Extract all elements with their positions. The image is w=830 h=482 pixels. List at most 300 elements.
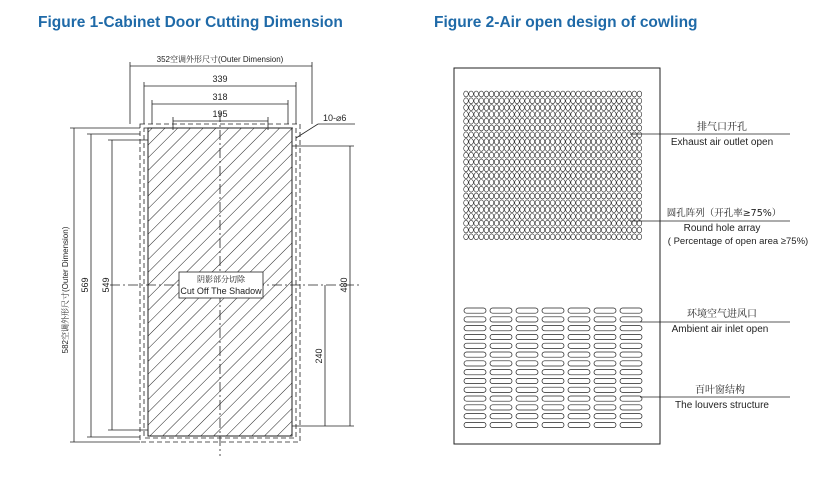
round-hole — [479, 118, 484, 124]
round-hole — [581, 214, 586, 220]
round-hole — [474, 139, 479, 145]
round-hole — [479, 159, 484, 165]
round-hole — [530, 214, 535, 220]
round-hole — [566, 220, 571, 226]
louver-slot — [620, 378, 642, 383]
round-hole — [586, 159, 591, 165]
round-hole — [637, 159, 642, 165]
round-hole — [469, 91, 474, 97]
dim-outer-height: 582空调外形尺寸(Outer Dimension) — [61, 226, 70, 354]
round-hole — [561, 159, 566, 165]
round-hole — [510, 98, 515, 104]
round-hole — [586, 227, 591, 233]
round-hole — [637, 173, 642, 179]
round-hole — [627, 186, 632, 192]
round-hole — [556, 112, 561, 118]
round-hole — [464, 180, 469, 186]
round-hole — [499, 234, 504, 240]
round-hole — [535, 214, 540, 220]
round-hole — [586, 146, 591, 152]
round-hole — [591, 200, 596, 206]
round-hole — [494, 180, 499, 186]
round-hole — [484, 227, 489, 233]
round-hole — [632, 132, 637, 138]
round-hole — [469, 146, 474, 152]
round-hole — [550, 234, 555, 240]
round-hole — [601, 207, 606, 213]
round-hole — [601, 152, 606, 158]
round-hole — [596, 173, 601, 179]
round-hole — [586, 152, 591, 158]
dim-195: 195 — [212, 109, 228, 119]
round-hole — [520, 132, 525, 138]
round-hole — [586, 200, 591, 206]
round-hole — [632, 207, 637, 213]
round-hole — [530, 118, 535, 124]
round-hole — [586, 186, 591, 192]
round-hole — [571, 193, 576, 199]
round-hole — [520, 91, 525, 97]
round-hole — [489, 152, 494, 158]
round-hole — [515, 139, 520, 145]
round-hole — [607, 139, 612, 145]
round-hole — [540, 132, 545, 138]
round-hole — [540, 98, 545, 104]
round-hole — [499, 166, 504, 172]
round-hole — [612, 146, 617, 152]
round-hole — [581, 152, 586, 158]
round-hole — [489, 125, 494, 131]
round-hole — [607, 200, 612, 206]
round-hole — [622, 132, 627, 138]
round-hole — [571, 118, 576, 124]
round-hole — [576, 234, 581, 240]
round-hole — [505, 186, 510, 192]
round-hole — [545, 207, 550, 213]
round-hole — [510, 152, 515, 158]
round-hole — [510, 234, 515, 240]
round-hole — [484, 159, 489, 165]
round-hole — [576, 152, 581, 158]
round-hole — [612, 112, 617, 118]
round-hole — [499, 125, 504, 131]
round-hole — [581, 207, 586, 213]
round-label-en2: ( Percentage of open area ≥75%) — [667, 236, 809, 247]
round-hole — [469, 173, 474, 179]
exhaust-label-en: Exhaust air outlet open — [670, 137, 774, 148]
round-hole — [586, 112, 591, 118]
round-hole — [550, 200, 555, 206]
louver-slot — [620, 361, 642, 366]
round-hole — [561, 105, 566, 111]
round-hole — [607, 180, 612, 186]
round-hole — [586, 166, 591, 172]
round-hole — [591, 146, 596, 152]
round-hole — [581, 180, 586, 186]
round-hole — [545, 227, 550, 233]
round-hole — [484, 105, 489, 111]
round-hole — [469, 112, 474, 118]
round-hole — [489, 146, 494, 152]
round-hole — [464, 118, 469, 124]
round-hole — [561, 207, 566, 213]
round-hole — [505, 220, 510, 226]
louver-slot — [490, 378, 512, 383]
round-hole — [494, 139, 499, 145]
round-hole — [576, 139, 581, 145]
round-hole — [576, 132, 581, 138]
round-hole — [627, 132, 632, 138]
round-hole — [617, 98, 622, 104]
dim-318: 318 — [212, 92, 228, 102]
round-hole — [637, 125, 642, 131]
round-hole — [515, 180, 520, 186]
round-hole — [540, 139, 545, 145]
round-hole — [622, 227, 627, 233]
round-hole — [505, 234, 510, 240]
louver-slot — [516, 414, 538, 419]
round-hole — [607, 166, 612, 172]
louver-slot — [542, 352, 564, 357]
cut-label-en: Cut Off The Shadow — [180, 286, 262, 296]
round-hole — [489, 132, 494, 138]
round-hole — [627, 112, 632, 118]
round-hole — [566, 159, 571, 165]
round-hole — [494, 125, 499, 131]
round-hole — [622, 139, 627, 145]
round-hole — [474, 146, 479, 152]
round-hole — [637, 146, 642, 152]
round-hole — [540, 105, 545, 111]
round-hole — [556, 180, 561, 186]
round-hole — [484, 207, 489, 213]
round-hole — [540, 112, 545, 118]
round-hole — [561, 220, 566, 226]
round-hole — [494, 220, 499, 226]
round-hole — [556, 200, 561, 206]
louver-slot — [568, 326, 590, 331]
round-hole — [479, 227, 484, 233]
round-hole — [617, 227, 622, 233]
round-hole — [566, 207, 571, 213]
round-hole — [612, 152, 617, 158]
round-hole — [622, 112, 627, 118]
louver-slot — [594, 308, 616, 313]
round-hole — [474, 207, 479, 213]
round-hole — [637, 132, 642, 138]
round-hole — [474, 220, 479, 226]
round-hole — [469, 193, 474, 199]
round-hole — [464, 91, 469, 97]
round-hole — [612, 98, 617, 104]
round-hole — [520, 180, 525, 186]
round-hole — [591, 139, 596, 145]
round-hole — [581, 146, 586, 152]
round-hole — [525, 146, 530, 152]
round-hole — [479, 186, 484, 192]
round-hole — [571, 220, 576, 226]
round-hole — [617, 193, 622, 199]
dim-holes: 10-⌀6 — [323, 113, 347, 123]
round-hole — [535, 98, 540, 104]
round-hole — [525, 139, 530, 145]
round-hole — [494, 98, 499, 104]
round-hole — [571, 186, 576, 192]
louver-slot — [542, 370, 564, 375]
round-hole — [535, 139, 540, 145]
round-hole — [601, 139, 606, 145]
round-hole — [530, 173, 535, 179]
round-hole — [637, 105, 642, 111]
round-hole — [581, 132, 586, 138]
round-hole — [530, 207, 535, 213]
round-hole — [617, 159, 622, 165]
round-hole — [571, 112, 576, 118]
round-hole — [515, 98, 520, 104]
round-hole — [525, 200, 530, 206]
round-hole — [550, 146, 555, 152]
round-hole — [591, 105, 596, 111]
round-hole — [474, 152, 479, 158]
round-hole — [520, 159, 525, 165]
round-hole — [469, 132, 474, 138]
round-hole — [525, 91, 530, 97]
round-hole — [530, 227, 535, 233]
round-hole — [576, 166, 581, 172]
louver-slot — [464, 387, 486, 392]
round-hole — [596, 139, 601, 145]
round-hole — [469, 152, 474, 158]
round-hole — [622, 152, 627, 158]
dim-480: 480 — [339, 277, 349, 293]
round-hole — [576, 118, 581, 124]
louver-slot — [516, 422, 538, 427]
round-hole — [627, 91, 632, 97]
round-hole — [525, 220, 530, 226]
round-hole — [596, 180, 601, 186]
round-hole — [581, 193, 586, 199]
round-hole — [632, 166, 637, 172]
round-hole — [591, 125, 596, 131]
round-hole — [607, 159, 612, 165]
round-hole — [510, 146, 515, 152]
round-hole — [489, 98, 494, 104]
dim-549: 549 — [101, 277, 111, 293]
round-hole — [469, 214, 474, 220]
round-hole — [550, 125, 555, 131]
round-hole — [571, 200, 576, 206]
round-hole — [566, 214, 571, 220]
round-hole — [484, 200, 489, 206]
round-hole — [479, 214, 484, 220]
round-hole — [576, 227, 581, 233]
round-hole — [484, 220, 489, 226]
round-hole — [505, 91, 510, 97]
round-hole — [561, 214, 566, 220]
round-hole — [515, 193, 520, 199]
round-hole — [617, 207, 622, 213]
round-hole — [612, 118, 617, 124]
louver-slot — [542, 378, 564, 383]
round-hole — [510, 180, 515, 186]
round-hole — [474, 118, 479, 124]
round-hole — [581, 220, 586, 226]
round-hole — [469, 125, 474, 131]
round-hole — [576, 112, 581, 118]
round-hole — [637, 180, 642, 186]
round-hole — [484, 214, 489, 220]
round-hole — [479, 220, 484, 226]
round-hole — [545, 200, 550, 206]
round-hole — [505, 173, 510, 179]
round-hole — [637, 200, 642, 206]
round-hole — [489, 112, 494, 118]
round-hole — [556, 186, 561, 192]
round-hole — [556, 207, 561, 213]
round-hole — [505, 146, 510, 152]
round-hole — [510, 214, 515, 220]
round-hole — [586, 220, 591, 226]
round-hole — [607, 98, 612, 104]
round-hole — [576, 200, 581, 206]
round-hole — [510, 125, 515, 131]
round-hole — [581, 125, 586, 131]
figure1-title: Figure 1-Cabinet Door Cutting Dimension — [38, 14, 343, 31]
round-hole — [484, 146, 489, 152]
round-hole — [520, 166, 525, 172]
louver-slot — [464, 352, 486, 357]
round-hole — [535, 152, 540, 158]
louver-slot — [568, 317, 590, 322]
round-hole — [535, 159, 540, 165]
round-hole — [561, 166, 566, 172]
round-hole — [515, 200, 520, 206]
round-hole — [499, 91, 504, 97]
round-hole — [612, 105, 617, 111]
round-hole — [581, 234, 586, 240]
round-hole — [637, 227, 642, 233]
round-hole — [637, 234, 642, 240]
louver-slot — [568, 378, 590, 383]
round-hole — [576, 193, 581, 199]
louver-slot — [568, 370, 590, 375]
round-hole — [464, 125, 469, 131]
round-hole — [591, 180, 596, 186]
round-hole — [576, 207, 581, 213]
round-hole — [520, 214, 525, 220]
round-hole — [607, 125, 612, 131]
round-hole — [591, 98, 596, 104]
round-hole — [510, 91, 515, 97]
round-hole — [535, 125, 540, 131]
round-hole — [591, 173, 596, 179]
round-hole — [607, 214, 612, 220]
round-hole — [484, 234, 489, 240]
louver-slot — [516, 343, 538, 348]
round-hole — [469, 105, 474, 111]
round-hole — [561, 193, 566, 199]
round-hole — [601, 234, 606, 240]
round-hole — [510, 118, 515, 124]
round-hole — [464, 152, 469, 158]
louver-slot — [516, 370, 538, 375]
round-hole — [550, 193, 555, 199]
louver-slot — [490, 396, 512, 401]
round-hole — [520, 193, 525, 199]
round-hole — [566, 139, 571, 145]
louver-slot — [464, 308, 486, 313]
round-hole — [596, 220, 601, 226]
round-hole — [596, 91, 601, 97]
louver-slot — [490, 370, 512, 375]
round-hole — [586, 132, 591, 138]
round-hole — [535, 220, 540, 226]
round-hole — [632, 200, 637, 206]
round-hole — [520, 139, 525, 145]
round-hole — [494, 166, 499, 172]
round-hole — [545, 112, 550, 118]
round-hole — [561, 180, 566, 186]
round-hole — [530, 166, 535, 172]
round-hole — [479, 173, 484, 179]
louver-slot — [464, 414, 486, 419]
louver-slot — [594, 361, 616, 366]
round-hole — [474, 200, 479, 206]
round-hole — [525, 159, 530, 165]
round-hole — [505, 105, 510, 111]
round-hole — [545, 186, 550, 192]
round-hole — [581, 118, 586, 124]
round-hole — [535, 112, 540, 118]
round-hole — [540, 214, 545, 220]
round-hole — [607, 186, 612, 192]
louver-slot — [620, 308, 642, 313]
round-hole — [591, 166, 596, 172]
louver-slot — [568, 352, 590, 357]
round-hole — [556, 159, 561, 165]
round-hole — [545, 125, 550, 131]
round-hole — [627, 139, 632, 145]
round-hole — [540, 91, 545, 97]
inlet-label-cn: 环境空气进风口 — [687, 309, 757, 320]
round-hole — [535, 227, 540, 233]
round-hole — [494, 159, 499, 165]
dim-240: 240 — [314, 348, 324, 364]
louver-slot — [594, 414, 616, 419]
round-hole — [540, 173, 545, 179]
louver-slot — [516, 405, 538, 410]
louver-slot — [542, 334, 564, 339]
round-hole — [596, 112, 601, 118]
round-hole — [515, 186, 520, 192]
louver-slot — [542, 422, 564, 427]
round-hole — [627, 214, 632, 220]
louver-slot — [516, 361, 538, 366]
round-hole — [530, 125, 535, 131]
round-hole — [601, 159, 606, 165]
round-hole — [550, 173, 555, 179]
louver-slot — [620, 317, 642, 322]
louver-slot — [568, 414, 590, 419]
round-hole — [586, 91, 591, 97]
round-hole — [607, 112, 612, 118]
round-hole — [622, 118, 627, 124]
round-hole — [540, 125, 545, 131]
round-hole — [464, 166, 469, 172]
round-hole — [545, 132, 550, 138]
round-hole — [540, 186, 545, 192]
round-hole — [550, 220, 555, 226]
